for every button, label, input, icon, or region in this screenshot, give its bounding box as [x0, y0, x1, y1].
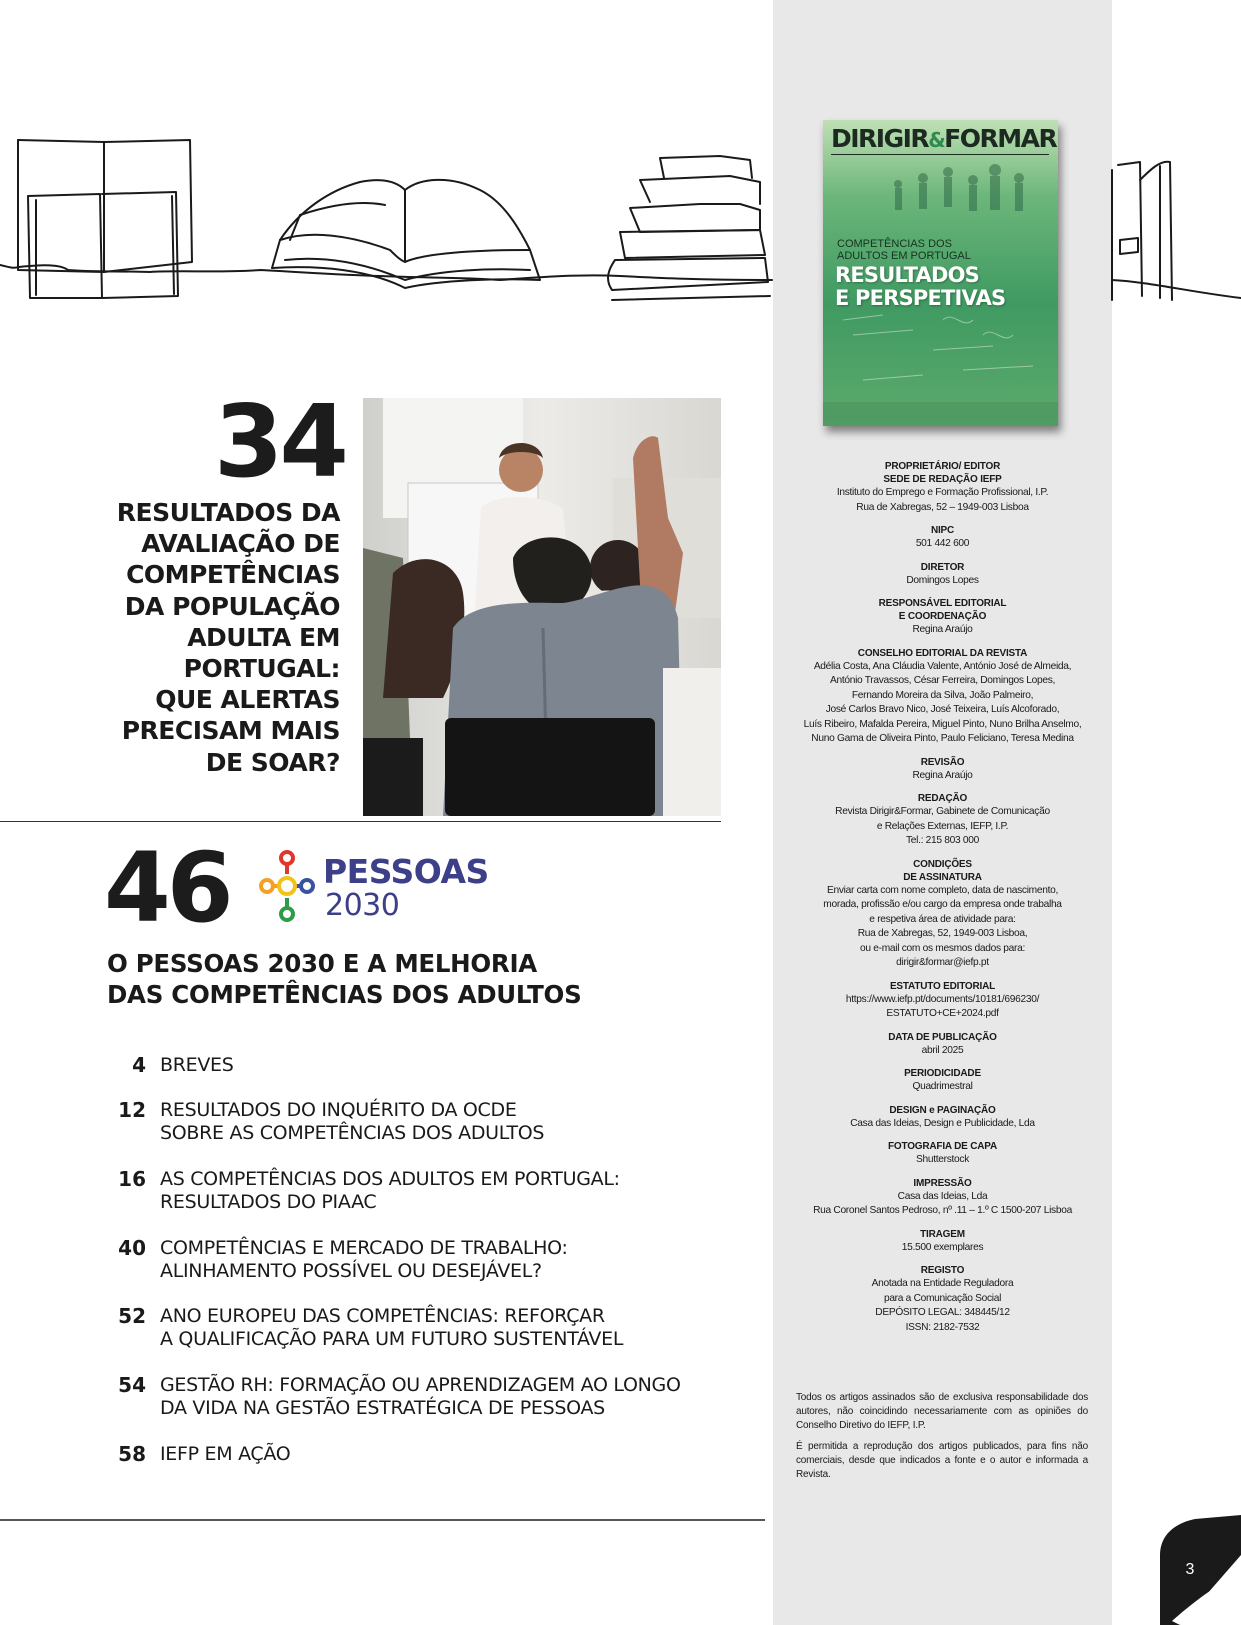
toc-page-number: 12 [118, 1098, 146, 1122]
credit-printing: IMPRESSÃO Casa das Ideias, Lda Rua Coronel Santos Pedroso, nº .11 – 1.º C 1500-207 Lisboa [813, 1177, 1072, 1216]
credit-editorial-lead: RESPONSÁVEL EDITORIAL E COORDENAÇÃO Regina Araújo [878, 598, 1007, 635]
toc-page-number: 4 [132, 1053, 146, 1077]
credit-editorial-board: CONSELHO EDITORIAL DA REVISTA Adélia Costa, Ana Cláudia Valente, António José de Almeida, António Travassos, César Ferreira, Domingos Lopes, Fernando Moreira da Silva, João Palmeiro, José Carlos Bravo Nico, José Teixeira, Luís Alcoforado, Luís Ribeiro, Mafalda Pereira, Miguel Pinto, Nuno Brilha Anselmo, Nuno Gama de Oliveira Pinto, Paulo Feliciano, Teresa Medina [803, 647, 1082, 744]
cover-headline: RESULTADOS E PERSPETIVAS [835, 263, 1006, 310]
magazine-cover-thumbnail[interactable] [823, 120, 1058, 426]
toc-page-number: 40 [118, 1236, 146, 1260]
classroom-photo [363, 398, 721, 816]
cover-rule [831, 154, 1049, 155]
disclaimer-text: Todos os artigos assinados são de exclusiva responsabilidade dos autores, não coincidindo necessariamente com as opiniões do Conselho Diretivo do IEFP, I.P. É permitida a reprodução dos artigos publicados, para fins não comerciais, desde que indicados a fonte e o autor e informada a Revista. [796, 1392, 1088, 1481]
toc-page-number: 52 [118, 1304, 146, 1328]
credit-cover-photo: FOTOGRAFIA DE CAPA Shutterstock [888, 1141, 997, 1165]
feature-34-page-number: 34 [213, 383, 345, 500]
toc-title: AS COMPETÊNCIAS DOS ADULTOS EM PORTUGAL: RESULTADOS DO PIAAC [160, 1168, 620, 1213]
toc-page-number: 58 [118, 1442, 146, 1466]
pessoas-2030-logo [255, 850, 489, 926]
pessoas-logo-year: 2030 [325, 888, 400, 923]
credit-revision: REVISÃO Regina Araújo [912, 756, 973, 781]
toc-title: COMPETÊNCIAS E MERCADO DE TRABALHO: ALINHAMENTO POSSÍVEL OU DESEJÁVEL? [160, 1237, 568, 1282]
section-divider [0, 821, 721, 822]
credit-editorial-statute: ESTATUTO EDITORIAL https://www.iefp.pt/documents/10181/696230/ ESTATUTO+CE+2024.pdf [845, 980, 1040, 1019]
credit-print-run: TIRAGEM 15.500 exemplares [901, 1228, 984, 1253]
credit-publication-date: DATA DE PUBLICAÇÃO abril 2025 [888, 1031, 997, 1056]
feature-46-page-number: 46 [104, 832, 230, 944]
credit-subscription: CONDIÇÕES DE ASSINATURA Enviar carta com nome completo, data de nascimento, morada, profissão e/ou cargo da empresa onde trabalha e respetiva área de atividade para: Rua de Xabregas, 52, 1949-003 Lisboa, ou e-mail com os mesmos dados para: dirigir&formar@iefp.pt [823, 858, 1062, 968]
masthead-credits [790, 460, 1095, 1344]
credit-owner-editor: PROPRIETÁRIO/ EDITOR SEDE DE REDAÇÃO IEFP Instituto do Emprego e Formação Profissional, I.P. Rua de Xabregas, 52 – 1949-003 Lisboa [836, 461, 1049, 513]
credit-newsroom: REDAÇÃO Revista Dirigir&Formar, Gabinete de Comunicação e Relações Externas, IEFP, I.P. Tel.: 215 803 000 [835, 793, 1050, 846]
toc-page-number: 54 [118, 1373, 146, 1397]
credit-nipc: NIPC 501 442 600 [915, 525, 970, 549]
credit-registration: REGISTO Anotada na Entidade Reguladora para a Comunicação Social DEPÓSITO LEGAL: 348445/12 ISSN: 2182-7532 [871, 1265, 1014, 1333]
credit-design: DESIGN e PAGINAÇÃO Casa das Ideias, Design e Publicidade, Lda [850, 1104, 1035, 1129]
feature-34-title[interactable]: RESULTADOS DA AVALIAÇÃO DE COMPETÊNCIAS DA POPULAÇÃO ADULTA EM PORTUGAL: QUE ALERTAS PRECISAM MAIS DE SOAR? [116, 498, 340, 777]
toc-title: BREVES [160, 1054, 234, 1076]
credit-periodicity: PERIODICIDADE Quadrimestral [904, 1068, 981, 1092]
pessoas-logo-word: PESSOAS [323, 852, 489, 891]
pessoas-2030-emblem-icon [255, 850, 319, 926]
cover-masthead: DIRIGIR&FORMAR [831, 124, 1057, 153]
toc-title: IEFP EM AÇÃO [160, 1443, 291, 1465]
toc-title: RESULTADOS DO INQUÉRITO DA OCDE SOBRE AS COMPETÊNCIAS DOS ADULTOS [160, 1099, 545, 1144]
toc-page-number: 16 [118, 1167, 146, 1191]
toc-title: ANO EUROPEU DAS COMPETÊNCIAS: REFORÇAR A QUALIFICAÇÃO PARA UM FUTURO SUSTENTÁVEL [160, 1305, 624, 1350]
page-number: 3 [1185, 1561, 1195, 1578]
footer-divider [0, 1519, 765, 1521]
toc-title: GESTÃO RH: FORMAÇÃO OU APRENDIZAGEM AO LONGO DA VIDA NA GESTÃO ESTRATÉGICA DE PESSOAS [160, 1374, 681, 1419]
feature-46-title[interactable]: O PESSOAS 2030 E A MELHORIA DAS COMPETÊNCIAS DOS ADULTOS [107, 949, 582, 1009]
cover-kicker: COMPETÊNCIAS DOS ADULTOS EM PORTUGAL [837, 238, 971, 262]
credit-director: DIRETOR Domingos Lopes [906, 561, 979, 586]
